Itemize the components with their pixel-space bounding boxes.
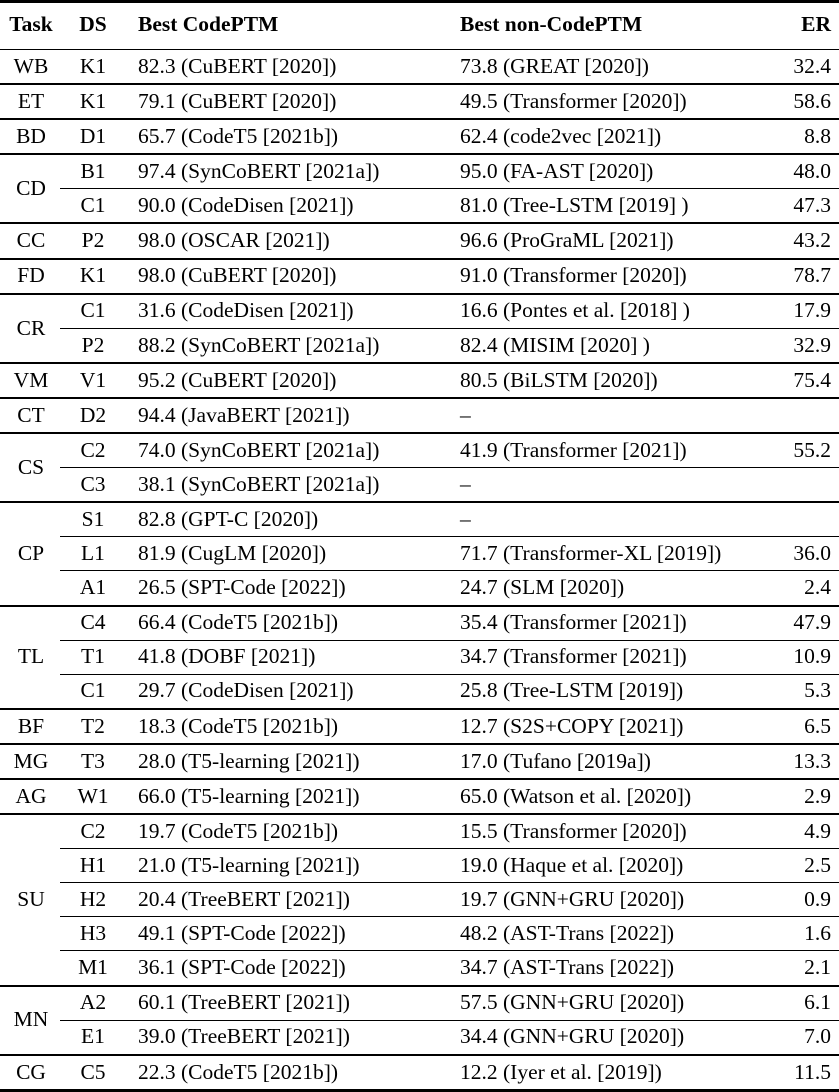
cell-ncptm: 82.4 (MISIM [2020] ): [446, 328, 736, 363]
cell-er: 0.9: [736, 883, 839, 917]
cell-cptm: 82.3 (CuBERT [2020]): [126, 50, 446, 85]
table-body: [0, 50, 839, 1091]
table-row: [0, 50, 839, 85]
cell-ds: E1: [60, 1020, 126, 1055]
task-label-cs: CS: [0, 433, 60, 502]
table-row: [0, 119, 839, 154]
task-label-vm: VM: [0, 363, 60, 398]
cell-ds: H3: [60, 917, 126, 951]
table-row: [0, 640, 839, 674]
table-row: [0, 986, 839, 1021]
cell-cptm: 81.9 (CugLM [2020]): [126, 537, 446, 571]
cell-ncptm: 91.0 (Transformer [2020]): [446, 259, 736, 294]
cell-ncptm: 12.7 (S2S+COPY [2021]): [446, 709, 736, 744]
task-label-ct: CT: [0, 398, 60, 433]
task-label-wb: WB: [0, 50, 60, 85]
cell-er: 43.2: [736, 223, 839, 258]
cell-er: 7.0: [736, 1020, 839, 1055]
table-row: [0, 502, 839, 537]
cell-ncptm: 48.2 (AST-Trans [2022]): [446, 917, 736, 951]
cell-er: 4.9: [736, 814, 839, 849]
cell-ncptm: 73.8 (GREAT [2020]): [446, 50, 736, 85]
table-row: [0, 433, 839, 468]
task-label-mg: MG: [0, 744, 60, 779]
table-row: [0, 223, 839, 258]
cell-ncptm: 34.7 (Transformer [2021]): [446, 640, 736, 674]
task-label-fd: FD: [0, 259, 60, 294]
cell-ds: C3: [60, 468, 126, 503]
cell-ncptm: 16.6 (Pontes et al. [2018] ): [446, 294, 736, 329]
table-row: [0, 154, 839, 189]
cell-er: 78.7: [736, 259, 839, 294]
cell-er: [736, 502, 839, 537]
task-label-tl: TL: [0, 606, 60, 709]
cell-er: 2.5: [736, 849, 839, 883]
cell-ncptm: 12.2 (Iyer et al. [2019]): [446, 1055, 736, 1091]
table-row: [0, 468, 839, 503]
cell-cptm: 18.3 (CodeT5 [2021b]): [126, 709, 446, 744]
cell-cptm: 36.1 (SPT-Code [2022]): [126, 951, 446, 986]
task-label-ag: AG: [0, 779, 60, 814]
cell-er: 8.8: [736, 119, 839, 154]
cell-ncptm: 24.7 (SLM [2020]): [446, 571, 736, 606]
cell-cptm: 28.0 (T5-learning [2021]): [126, 744, 446, 779]
table-row: [0, 84, 839, 119]
cell-ds: K1: [60, 84, 126, 119]
cell-ncptm: 19.0 (Haque et al. [2020]): [446, 849, 736, 883]
cell-ds: H1: [60, 849, 126, 883]
cell-ncptm: 96.6 (ProGraML [2021]): [446, 223, 736, 258]
cell-ds: C1: [60, 189, 126, 224]
cell-ds: L1: [60, 537, 126, 571]
task-label-cg: CG: [0, 1055, 60, 1091]
cell-cptm: 31.6 (CodeDisen [2021]): [126, 294, 446, 329]
cell-ds: C2: [60, 433, 126, 468]
no-data-dash: –: [460, 507, 471, 532]
cell-er: 13.3: [736, 744, 839, 779]
cell-ncptm: 25.8 (Tree-LSTM [2019]): [446, 674, 736, 709]
cell-ncptm: 62.4 (code2vec [2021]): [446, 119, 736, 154]
cell-ds: C5: [60, 1055, 126, 1091]
cell-cptm: 66.4 (CodeT5 [2021b]): [126, 606, 446, 641]
task-label-cc: CC: [0, 223, 60, 258]
cell-er: 6.1: [736, 986, 839, 1021]
cell-cptm: 21.0 (T5-learning [2021]): [126, 849, 446, 883]
cell-cptm: 66.0 (T5-learning [2021]): [126, 779, 446, 814]
table-row: [0, 1055, 839, 1091]
cell-er: 10.9: [736, 640, 839, 674]
cell-ncptm: 34.4 (GNN+GRU [2020]): [446, 1020, 736, 1055]
cell-er: 75.4: [736, 363, 839, 398]
cell-ds: T2: [60, 709, 126, 744]
cell-er: 48.0: [736, 154, 839, 189]
cell-cptm: 22.3 (CodeT5 [2021b]): [126, 1055, 446, 1091]
cell-ds: A2: [60, 986, 126, 1021]
cell-cptm: 49.1 (SPT-Code [2022]): [126, 917, 446, 951]
cell-cptm: 29.7 (CodeDisen [2021]): [126, 674, 446, 709]
cell-ncptm: 95.0 (FA-AST [2020]): [446, 154, 736, 189]
no-data-dash: –: [460, 402, 471, 427]
cell-ncptm: 65.0 (Watson et al. [2020]): [446, 779, 736, 814]
cell-cptm: 98.0 (CuBERT [2020]): [126, 259, 446, 294]
cell-cptm: 79.1 (CuBERT [2020]): [126, 84, 446, 119]
table-row: [0, 189, 839, 224]
table-row: [0, 294, 839, 329]
cell-ncptm: [446, 502, 736, 537]
cell-cptm: 90.0 (CodeDisen [2021]): [126, 189, 446, 224]
column-header-er: ER: [736, 2, 839, 50]
task-label-cr: CR: [0, 294, 60, 363]
table-row: [0, 398, 839, 433]
task-label-bf: BF: [0, 709, 60, 744]
cell-er: 58.6: [736, 84, 839, 119]
table-row: [0, 744, 839, 779]
cell-ds: M1: [60, 951, 126, 986]
task-label-mn: MN: [0, 986, 60, 1055]
table-row: [0, 883, 839, 917]
cell-cptm: 94.4 (JavaBERT [2021]): [126, 398, 446, 433]
cell-ds: C2: [60, 814, 126, 849]
cell-ncptm: 81.0 (Tree-LSTM [2019] ): [446, 189, 736, 224]
table-row: [0, 917, 839, 951]
cell-cptm: 38.1 (SynCoBERT [2021a]): [126, 468, 446, 503]
cell-cptm: 98.0 (OSCAR [2021]): [126, 223, 446, 258]
cell-er: 6.5: [736, 709, 839, 744]
cell-ds: C1: [60, 294, 126, 329]
cell-cptm: 20.4 (TreeBERT [2021]): [126, 883, 446, 917]
cell-er: 32.4: [736, 50, 839, 85]
cell-ncptm: 34.7 (AST-Trans [2022]): [446, 951, 736, 986]
cell-er: 2.9: [736, 779, 839, 814]
cell-cptm: 65.7 (CodeT5 [2021b]): [126, 119, 446, 154]
cell-ncptm: 15.5 (Transformer [2020]): [446, 814, 736, 849]
cell-er: 11.5: [736, 1055, 839, 1091]
cell-ds: P2: [60, 328, 126, 363]
cell-ds: V1: [60, 363, 126, 398]
table-row: [0, 537, 839, 571]
cell-ds: C4: [60, 606, 126, 641]
column-header-ds: DS: [60, 2, 126, 50]
task-label-bd: BD: [0, 119, 60, 154]
cell-ds: D2: [60, 398, 126, 433]
table-row: [0, 571, 839, 606]
cell-cptm: 19.7 (CodeT5 [2021b]): [126, 814, 446, 849]
cell-ncptm: 80.5 (BiLSTM [2020]): [446, 363, 736, 398]
cell-ncptm: [446, 398, 736, 433]
table-row: [0, 779, 839, 814]
cell-ds: T3: [60, 744, 126, 779]
table-row: [0, 259, 839, 294]
cell-er: [736, 468, 839, 503]
task-label-cd: CD: [0, 154, 60, 223]
cell-ncptm: 49.5 (Transformer [2020]): [446, 84, 736, 119]
task-label-et: ET: [0, 84, 60, 119]
cell-ncptm: 57.5 (GNN+GRU [2020]): [446, 986, 736, 1021]
table-row: [0, 363, 839, 398]
cell-ncptm: [446, 468, 736, 503]
cell-er: 47.9: [736, 606, 839, 641]
table-row: [0, 849, 839, 883]
cell-cptm: 97.4 (SynCoBERT [2021a]): [126, 154, 446, 189]
task-label-su: SU: [0, 814, 60, 985]
table-row: [0, 709, 839, 744]
cell-er: 47.3: [736, 189, 839, 224]
cell-ds: K1: [60, 259, 126, 294]
cell-cptm: 95.2 (CuBERT [2020]): [126, 363, 446, 398]
column-header-best-codeptm: Best CodePTM: [126, 2, 446, 50]
column-header-best-non-codeptm: Best non-CodePTM: [446, 2, 736, 50]
cell-ncptm: 17.0 (Tufano [2019a]): [446, 744, 736, 779]
table-header: [0, 2, 839, 50]
cell-cptm: 26.5 (SPT-Code [2022]): [126, 571, 446, 606]
cell-ncptm: 35.4 (Transformer [2021]): [446, 606, 736, 641]
cell-cptm: 88.2 (SynCoBERT [2021a]): [126, 328, 446, 363]
table-row: [0, 674, 839, 709]
cell-er: 2.4: [736, 571, 839, 606]
no-data-dash: –: [460, 471, 471, 496]
cell-cptm: 41.8 (DOBF [2021]): [126, 640, 446, 674]
cell-ds: B1: [60, 154, 126, 189]
cell-cptm: 39.0 (TreeBERT [2021]): [126, 1020, 446, 1055]
cell-ds: P2: [60, 223, 126, 258]
cell-cptm: 74.0 (SynCoBERT [2021a]): [126, 433, 446, 468]
cell-er: 1.6: [736, 917, 839, 951]
table-row: [0, 606, 839, 641]
cell-ds: D1: [60, 119, 126, 154]
cell-ncptm: 71.7 (Transformer-XL [2019]): [446, 537, 736, 571]
cell-ds: C1: [60, 674, 126, 709]
table-header-row: [0, 2, 839, 50]
table-row: [0, 814, 839, 849]
column-header-task: Task: [0, 2, 60, 50]
cell-ds: K1: [60, 50, 126, 85]
cell-er: 36.0: [736, 537, 839, 571]
cell-cptm: 60.1 (TreeBERT [2021]): [126, 986, 446, 1021]
cell-er: 2.1: [736, 951, 839, 986]
cell-ncptm: 19.7 (GNN+GRU [2020]): [446, 883, 736, 917]
table-row: [0, 328, 839, 363]
cell-ds: W1: [60, 779, 126, 814]
cell-er: 32.9: [736, 328, 839, 363]
cell-er: 55.2: [736, 433, 839, 468]
cell-ds: S1: [60, 502, 126, 537]
cell-er: [736, 398, 839, 433]
cell-cptm: 82.8 (GPT-C [2020]): [126, 502, 446, 537]
cell-ds: T1: [60, 640, 126, 674]
cell-ds: H2: [60, 883, 126, 917]
table-row: [0, 1020, 839, 1055]
cell-er: 17.9: [736, 294, 839, 329]
task-label-cp: CP: [0, 502, 60, 605]
cell-ds: A1: [60, 571, 126, 606]
cell-er: 5.3: [736, 674, 839, 709]
table-row: [0, 951, 839, 986]
cell-ncptm: 41.9 (Transformer [2021]): [446, 433, 736, 468]
